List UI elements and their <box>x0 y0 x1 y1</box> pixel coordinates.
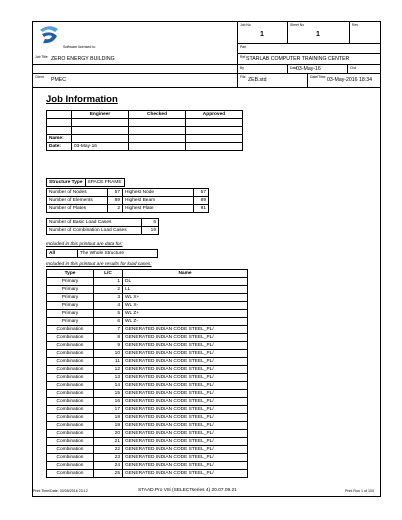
load-name: GENERATED INDIAN CODE STEEL_PL/ <box>123 470 248 478</box>
job-title-cell: Job Title ZERO ENERGY BUILDING <box>33 54 237 65</box>
page-frame <box>32 21 381 497</box>
load-row <box>47 366 248 374</box>
load-type: Combination <box>47 382 94 390</box>
load-type: Combination <box>47 326 94 334</box>
counts-table <box>46 188 209 213</box>
load-name: WL X+ <box>123 294 248 302</box>
load-name: LL <box>123 286 248 294</box>
load-row <box>47 326 248 334</box>
load-type: Combination <box>47 462 94 470</box>
load-name: GENERATED INDIAN CODE STEEL_PL/ <box>123 390 248 398</box>
load-row <box>47 310 248 318</box>
section-title: Job Information <box>46 94 118 105</box>
chd-cell: Chd <box>347 65 380 74</box>
name-header: Name <box>123 270 248 278</box>
checked-header: Checked <box>129 111 186 119</box>
load-type: Combination <box>47 414 94 422</box>
load-name: GENERATED INDIAN CODE STEEL_PL/ <box>123 462 248 470</box>
load-number: 14 <box>94 382 123 390</box>
load-type: Primary <box>47 294 94 302</box>
load-row <box>47 302 248 310</box>
load-row <box>47 470 248 478</box>
part-cell: Part <box>237 44 380 54</box>
type-header: Type <box>47 270 94 278</box>
load-number: 16 <box>94 398 123 406</box>
structure-type-table <box>46 178 125 187</box>
load-number: 17 <box>94 406 123 414</box>
load-number: 2 <box>94 286 123 294</box>
load-type: Combination <box>47 430 94 438</box>
counts-row <box>47 205 209 213</box>
count-value: 2 <box>108 205 123 213</box>
load-row <box>47 422 248 430</box>
load-type: Combination <box>47 398 94 406</box>
load-type: Combination <box>47 334 94 342</box>
blank-cell <box>33 65 237 74</box>
loads-table <box>46 269 248 478</box>
load-row <box>47 358 248 366</box>
load-row <box>47 334 248 342</box>
load-row <box>47 374 248 382</box>
load-name: GENERATED INDIAN CODE STEEL_PL/ <box>123 326 248 334</box>
structure-type-label: Structure Type <box>47 179 86 187</box>
counts-row <box>47 197 209 205</box>
counts-row <box>47 189 209 197</box>
load-row <box>47 454 248 462</box>
load-type: Primary <box>47 302 94 310</box>
engineer-header: Engineer <box>72 111 129 119</box>
load-row <box>47 446 248 454</box>
loadcount-label: Number of Basic Load Cases <box>47 219 142 227</box>
load-name: GENERATED INDIAN CODE STEEL_PL/ <box>123 358 248 366</box>
job-no-value: 1 <box>260 31 264 38</box>
highest-value: 89 <box>194 197 209 205</box>
lc-header: L/C <box>94 270 123 278</box>
highest-value: 57 <box>194 189 209 197</box>
load-name: GENERATED INDIAN CODE STEEL_PL/ <box>123 438 248 446</box>
load-number: 24 <box>94 462 123 470</box>
load-row <box>47 286 248 294</box>
load-name: GENERATED INDIAN CODE STEEL_PL/ <box>123 454 248 462</box>
count-label: Number of Plates <box>47 205 108 213</box>
loadcount-label: Number of Combination Load Cases <box>47 227 142 235</box>
count-value: 89 <box>108 197 123 205</box>
loadcount-row <box>47 227 159 235</box>
title-block <box>33 22 380 88</box>
load-number: 22 <box>94 446 123 454</box>
data-scope-value: The Whole Structure <box>78 250 158 258</box>
load-number: 12 <box>94 366 123 374</box>
load-name: GENERATED INDIAN CODE STEEL_PL/ <box>123 398 248 406</box>
loadcount-value: 19 <box>142 227 159 235</box>
load-name: GENERATED INDIAN CODE STEEL_PL/ <box>123 422 248 430</box>
results-note: Included in this printout are results for load cases: <box>46 262 152 267</box>
load-number: 15 <box>94 390 123 398</box>
load-name: GENERATED INDIAN CODE STEEL_PL/ <box>123 446 248 454</box>
load-number: 20 <box>94 430 123 438</box>
load-name: WL Z+ <box>123 310 248 318</box>
load-name: GENERATED INDIAN CODE STEEL_PL/ <box>123 342 248 350</box>
load-type: Primary <box>47 278 94 286</box>
load-name: GENERATED INDIAN CODE STEEL_PL/ <box>123 374 248 382</box>
load-name: GENERATED INDIAN CODE STEEL_PL/ <box>123 350 248 358</box>
signoff-table <box>46 110 243 151</box>
load-type: Primary <box>47 318 94 326</box>
load-number: 13 <box>94 374 123 382</box>
load-name: GENERATED INDIAN CODE STEEL_PL/ <box>123 414 248 422</box>
job-no-cell: Job No 1 <box>237 22 287 44</box>
file-value: ZEB.std <box>248 77 267 83</box>
load-number: 1 <box>94 278 123 286</box>
load-number: 7 <box>94 326 123 334</box>
load-row <box>47 278 248 286</box>
load-type: Combination <box>47 438 94 446</box>
ref-value: STARLAB COMPUTER TRAINING CENTER <box>246 56 350 62</box>
datetime-value: 03-May-2016 18:34 <box>327 77 372 83</box>
load-number: 4 <box>94 302 123 310</box>
load-row <box>47 462 248 470</box>
footer-center: STAAD.Pro V8i (SELECTseries 4) 20.07.09.21 <box>138 488 237 493</box>
load-row <box>47 342 248 350</box>
data-scope-table <box>46 249 158 258</box>
loadcount-row <box>47 219 159 227</box>
load-name: GENERATED INDIAN CODE STEEL_PL/ <box>123 430 248 438</box>
data-scope-label: All <box>47 250 78 258</box>
client-value: PMEC <box>51 77 66 83</box>
load-name: GENERATED INDIAN CODE STEEL_PL/ <box>123 406 248 414</box>
software-licensed-label: Software licensed to <box>63 45 96 49</box>
load-number: 11 <box>94 358 123 366</box>
highest-value: 91 <box>194 205 209 213</box>
loadcount-table <box>46 218 159 235</box>
load-number: 25 <box>94 470 123 478</box>
load-type: Combination <box>47 374 94 382</box>
date-label: Date: <box>47 143 72 151</box>
load-number: 18 <box>94 414 123 422</box>
load-type: Combination <box>47 390 94 398</box>
client-cell: Client PMEC <box>35 75 66 83</box>
highest-label: Highest Plate <box>123 205 194 213</box>
load-number: 23 <box>94 454 123 462</box>
load-row <box>47 438 248 446</box>
load-row <box>47 382 248 390</box>
structure-type-value: SPACE FRAME <box>85 179 124 187</box>
load-number: 9 <box>94 342 123 350</box>
load-number: 6 <box>94 318 123 326</box>
sheet-no-cell: Sheet No 1 <box>287 22 349 44</box>
load-number: 8 <box>94 334 123 342</box>
load-number: 21 <box>94 438 123 446</box>
footer-left: Print Time/Date: 03/05/2016 23:12 <box>33 489 88 493</box>
rev-cell: Rev <box>349 22 380 44</box>
loadcount-value: 6 <box>142 219 159 227</box>
approved-header: Approved <box>186 111 243 119</box>
load-row <box>47 294 248 302</box>
load-type: Combination <box>47 422 94 430</box>
date-cell: Date 03-May-16 <box>287 65 347 74</box>
load-name: GENERATED INDIAN CODE STEEL_PL/ <box>123 334 248 342</box>
load-type: Combination <box>47 342 94 350</box>
job-title-value: ZERO ENERGY BUILDING <box>51 56 115 62</box>
signoff-date: 03-May-16 <box>72 143 129 151</box>
load-row <box>47 414 248 422</box>
load-type: Combination <box>47 366 94 374</box>
load-name: GENERATED INDIAN CODE STEEL_PL/ <box>123 382 248 390</box>
load-row <box>47 350 248 358</box>
load-name: WL Z- <box>123 318 248 326</box>
load-row <box>47 406 248 414</box>
file-cell: File ZEB.std <box>237 74 307 87</box>
staad-logo-icon <box>37 24 61 46</box>
date-value: 03-May-16 <box>296 66 321 72</box>
load-type: Combination <box>47 470 94 478</box>
name-label: Name: <box>47 135 72 143</box>
loads-header-row <box>47 270 248 278</box>
load-number: 19 <box>94 422 123 430</box>
load-row <box>47 318 248 326</box>
load-type: Primary <box>47 286 94 294</box>
load-number: 3 <box>94 294 123 302</box>
data-note: Included in this printout are data for: <box>46 242 123 247</box>
load-row <box>47 430 248 438</box>
load-type: Primary <box>47 310 94 318</box>
load-name: WL X- <box>123 302 248 310</box>
sheet-no-value: 1 <box>316 31 320 38</box>
load-type: Combination <box>47 454 94 462</box>
load-type: Combination <box>47 406 94 414</box>
footer-right: Print Run 1 of 100 <box>345 489 374 493</box>
load-name: DL <box>123 278 248 286</box>
load-row <box>47 398 248 406</box>
count-label: Number of Elements <box>47 197 108 205</box>
count-label: Number of Nodes <box>47 189 108 197</box>
count-value: 57 <box>108 189 123 197</box>
highest-label: Highest Node <box>123 189 194 197</box>
load-row <box>47 390 248 398</box>
by-cell: By <box>237 65 287 74</box>
logo-area <box>33 22 237 54</box>
datetime-cell: Date/Time 03-May-2016 18:34 <box>307 74 380 87</box>
load-number: 5 <box>94 310 123 318</box>
ref-cell: Ref STARLAB COMPUTER TRAINING CENTER <box>237 54 380 65</box>
load-number: 10 <box>94 350 123 358</box>
load-type: Combination <box>47 358 94 366</box>
load-name: GENERATED INDIAN CODE STEEL_PL/ <box>123 366 248 374</box>
highest-label: Highest Beam <box>123 197 194 205</box>
load-type: Combination <box>47 446 94 454</box>
load-type: Combination <box>47 350 94 358</box>
